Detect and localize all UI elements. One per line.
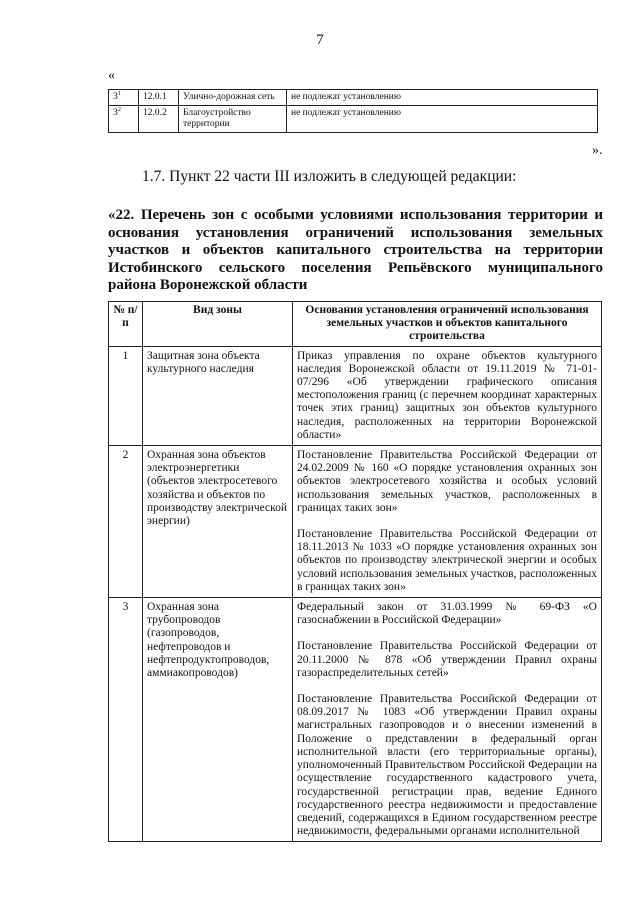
table-row — [109, 598, 602, 842]
basis-paragraph: Приказ управления по охране объектов культурного наследия Воронежской области от 19.11.2019 № 71-01-07/296 «Об утверждении графического описания местоположения границ (с перечнем координат характерных точек этих границ) защитных зон объектов культурного наследия, расположенных на территории Воронежской области» — [297, 349, 597, 441]
table-row — [109, 446, 602, 598]
zone-type: Защитная зона объекта культурного наследия — [143, 346, 293, 445]
row-number: $3^1$ — [109, 90, 139, 106]
open-quote: « — [108, 68, 115, 83]
row-number: 2 — [109, 446, 143, 598]
zone-basis — [293, 598, 602, 842]
zones-table — [108, 301, 602, 842]
top-table — [108, 89, 598, 133]
section-line: 1.7. Пункт 22 части III изложить в следующей редакции: — [142, 168, 517, 185]
row-name: Улично-дорожная сеть — [179, 90, 287, 106]
table-row — [109, 90, 598, 106]
table-row — [109, 106, 598, 133]
basis-paragraph: Постановление Правительства Российской Федерации от 08.09.2017 № 1083 «Об утверждении Правил охраны магистральных газопроводов и о внесении изменений в Положение о представлении в федеральный орган исполнительной власти (его территориальные органы), уполномоченный Правительством Российской Федерации на осуществление государственного кадастрового учета, государственной регистрации прав, ведение Единого государственного реестра недвижимости и предоставление сведений, содержащихся в Едином государственном реестре недвижимости, федеральными органами исполнительной — [297, 693, 597, 838]
zone-basis — [293, 446, 602, 598]
header-basis: Основания установления ограничений использования земельных участков и объектов капитального строительства — [293, 302, 602, 347]
basis-paragraph: Постановление Правительства Российской Федерации от 18.11.2013 № 1033 «О порядке установления охранных зон объектов по производству электрической энергии и особых условий использования земельных участков, расположенных в границах таких зон» — [297, 528, 597, 593]
basis-paragraph: Постановление Правительства Российской Федерации от 24.02.2009 № 160 «О порядке установления охранных зон объектов электросетевого хозяйства и особых условий использования земельных участков, расположенных в границах таких зон» — [297, 449, 597, 514]
close-quote: ». — [592, 143, 603, 158]
basis-paragraph: Постановление Правительства Российской Федерации от 20.11.2000 № 878 «Об утверждении Правил охраны газораспределительных сетей» — [297, 640, 597, 679]
table-header-row — [109, 302, 602, 347]
row-value: не подлежат установлению — [287, 90, 598, 106]
row-code: 12.0.1 — [139, 90, 179, 106]
row-number: 1 — [109, 346, 143, 445]
row-number: 3 — [109, 598, 143, 842]
header-num: № п/п — [109, 302, 143, 347]
basis-paragraph: Федеральный закон от 31.03.1999 № 69-ФЗ «О газоснабжении в Российской Федерации» — [297, 601, 597, 627]
zone-basis — [293, 346, 602, 445]
row-name: Благоустройство территории — [179, 106, 287, 133]
row-code: 12.0.2 — [139, 106, 179, 133]
row-value: не подлежат установлению — [287, 106, 598, 133]
table-row — [109, 346, 602, 445]
row-number: $3^2$ — [109, 106, 139, 133]
header-type: Вид зоны — [143, 302, 293, 347]
zone-type: Охранная зона трубопроводов (газопроводов, нефтепроводов и нефтепродуктопроводов, аммиакопроводов) — [143, 598, 293, 842]
page-number: 7 — [316, 32, 324, 48]
zone-type: Охранная зона объектов электроэнергетики (объектов электросетевого хозяйства и объектов по производству электрической энергии) — [143, 446, 293, 598]
section-heading: «22. Перечень зон с особыми условиями использования территории и основания установления ограничений использования земельных участков и объектов капитального строительства на территории Истобинского сельского поселения Репьёвского муниципального района Воронежской области — [108, 207, 603, 293]
